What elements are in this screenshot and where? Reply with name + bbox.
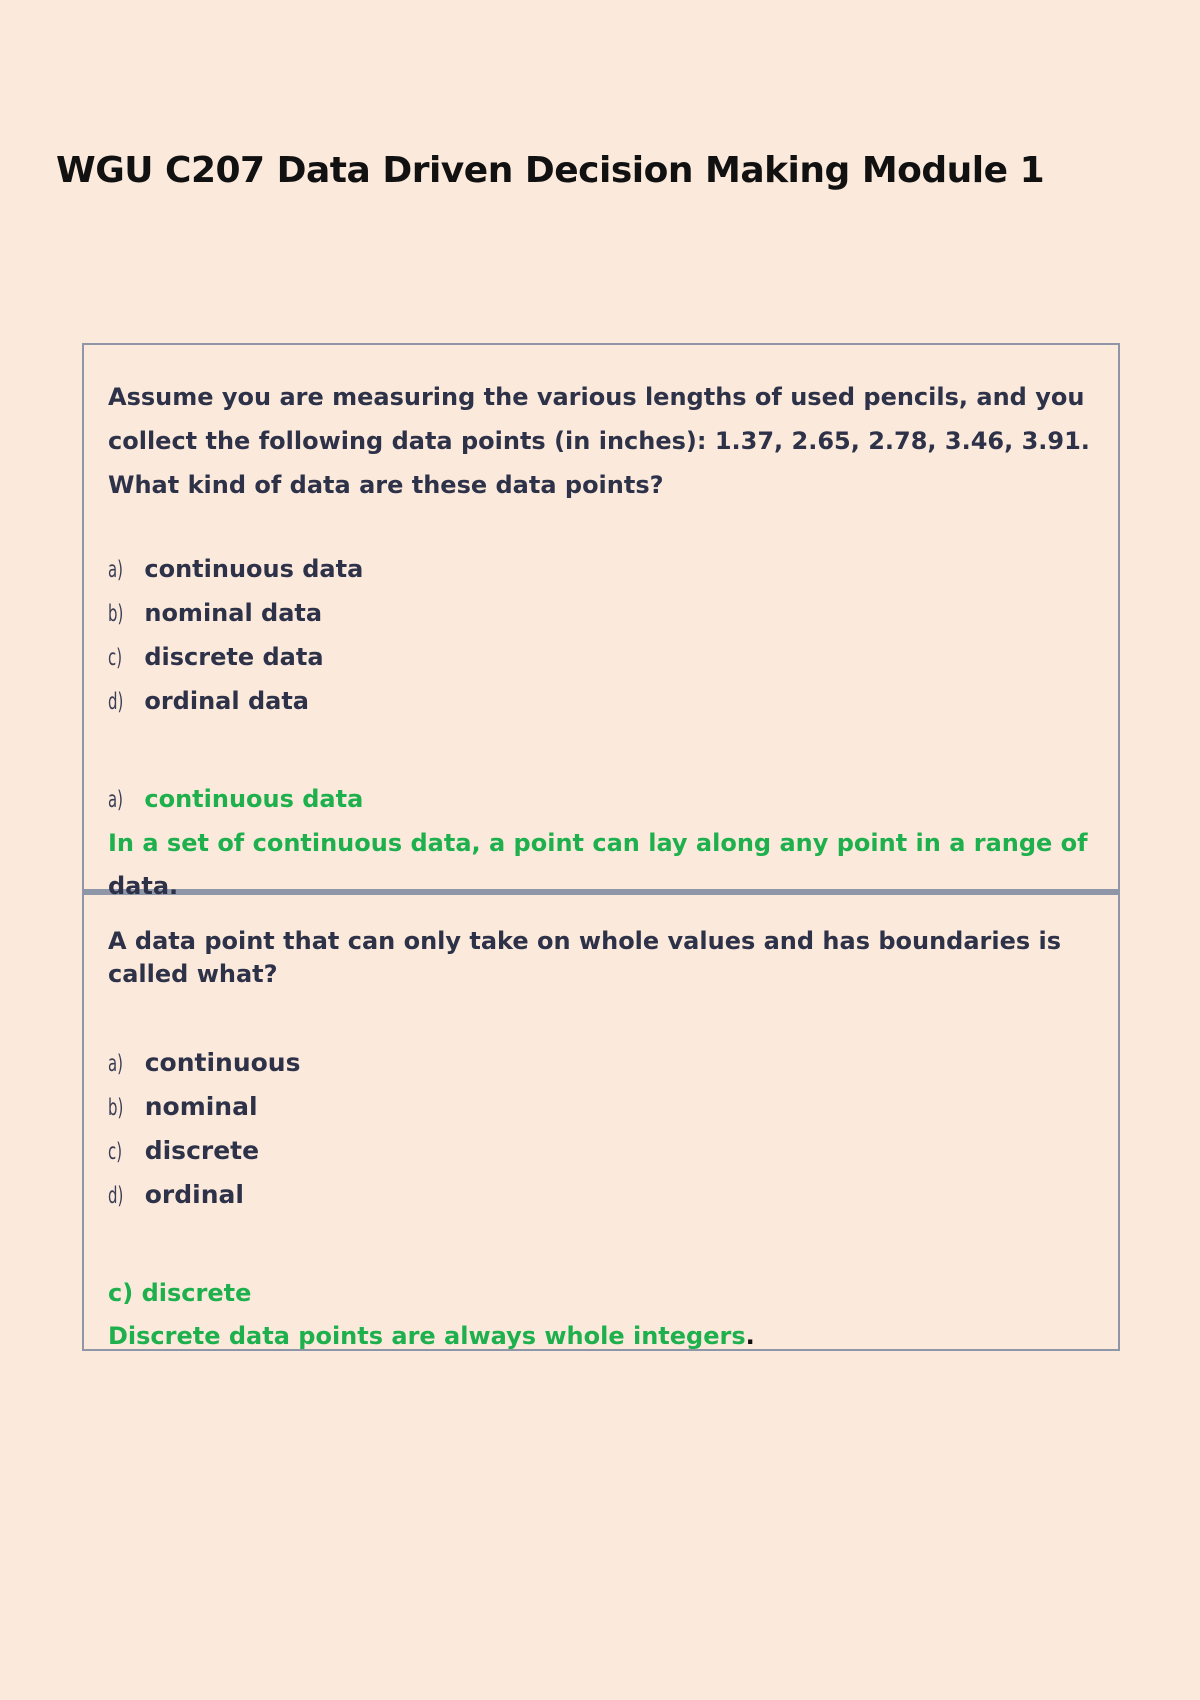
option-text: ordinal	[144, 1180, 244, 1209]
option-letter: d)	[108, 689, 124, 715]
option-text: continuous data	[144, 555, 364, 583]
answer-text: discrete	[141, 1279, 252, 1307]
option-letter: c)	[108, 1139, 123, 1165]
option-c	[108, 1129, 1096, 1173]
question-card-2	[82, 891, 1120, 1351]
option-text: discrete data	[144, 643, 324, 671]
explanation-tail: data.	[108, 872, 179, 900]
answer-letter: a)	[108, 787, 123, 813]
option-text: ordinal data	[144, 687, 309, 715]
options-list	[108, 1041, 1096, 1217]
correct-answer	[108, 1272, 1096, 1315]
answer-block	[108, 778, 1096, 908]
answer-explanation	[108, 1315, 1096, 1358]
option-letter: a)	[108, 1051, 123, 1077]
correct-answer	[108, 778, 1096, 822]
answer-letter: c)	[108, 1279, 134, 1307]
option-b	[108, 1085, 1096, 1129]
option-text: continuous	[144, 1048, 301, 1077]
answer-block	[108, 1272, 1096, 1358]
answer-text: continuous data	[144, 785, 364, 813]
question-card-1	[82, 343, 1120, 900]
option-letter: c)	[108, 645, 123, 671]
option-c	[108, 635, 1096, 679]
page-title: WGU C207 Data Driven Decision Making Module 1	[56, 150, 1045, 191]
option-text: discrete	[144, 1136, 260, 1165]
option-d	[108, 1173, 1096, 1217]
option-d	[108, 679, 1096, 723]
options-list	[108, 547, 1096, 723]
option-a	[108, 547, 1096, 591]
quiz-container	[82, 343, 1120, 1351]
explanation-text: In a set of continuous data, a point can lay along any point in a range of	[108, 829, 1088, 857]
option-letter: b)	[108, 601, 124, 627]
question-text: A data point that can only take on whole values and has boundaries is called what?	[108, 927, 1062, 988]
option-letter: b)	[108, 1095, 124, 1121]
explanation-tail: .	[745, 1322, 755, 1350]
option-a	[108, 1041, 1096, 1085]
option-text: nominal data	[144, 599, 323, 627]
question-text: Assume you are measuring the various lengths of used pencils, and you collect the following data points (in inches): 1.37, 2.65, 2.78, 3.46, 3.91. What kind of data are these data points?	[108, 383, 1090, 499]
option-letter: a)	[108, 557, 123, 583]
option-letter: d)	[108, 1183, 124, 1209]
option-text: nominal	[144, 1092, 258, 1121]
explanation-text: Discrete data points are always whole integers	[108, 1322, 746, 1350]
option-b	[108, 591, 1096, 635]
